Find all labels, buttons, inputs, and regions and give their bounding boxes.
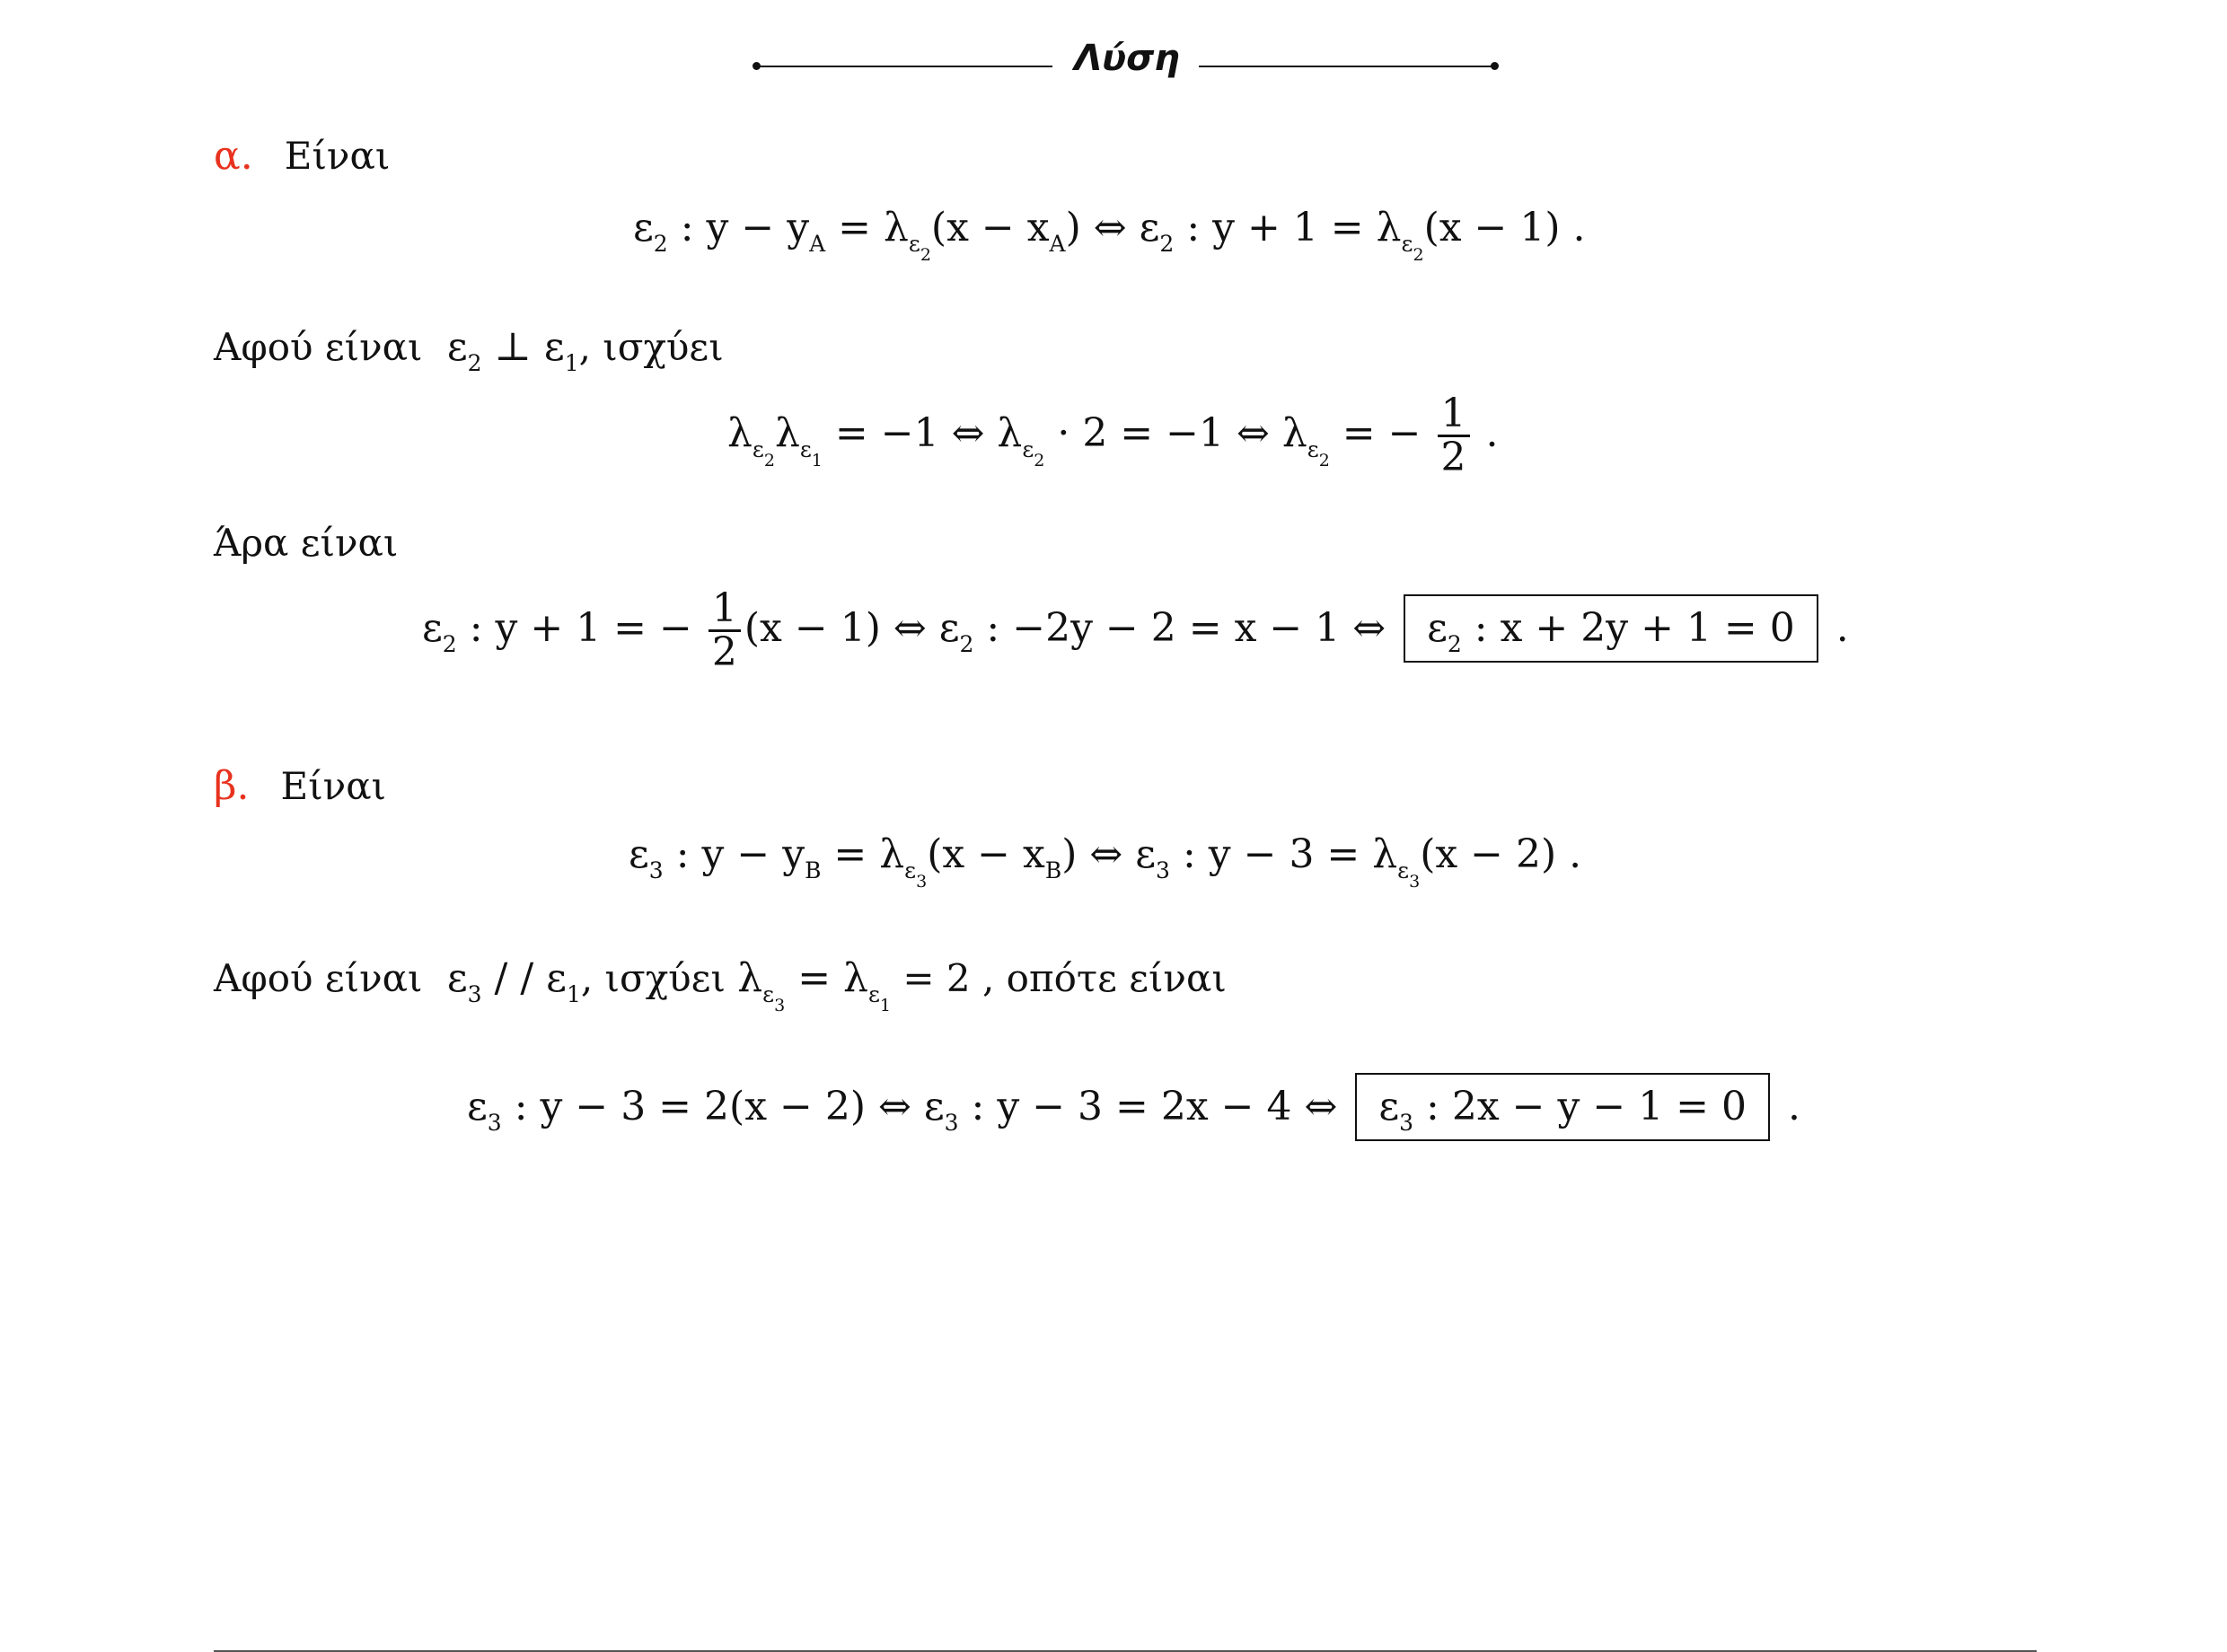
equation-a1: $\varepsilon_2$ : $y - y_A = \lambda_{\varepsilon_2}(x - x_A)$ ⇔ $\varepsilon_2$ : $y + 1 = \lambda_{\varepsilon_2}(x - 1)$ .: [633, 205, 1586, 265]
part-b-label: β.: [214, 763, 250, 809]
part-b-heading: [214, 763, 386, 809]
equation-a3: $\varepsilon_2$ : y + 1 = − $\frac{1}{2}$ (x − 1) ⇔ $\varepsilon_2$ : −2y − 2 = x − 1 ⇔ $\varepsilon_2$ : x + 2y + 1 = 0 .: [422, 585, 1849, 676]
result-box-a: $\varepsilon_2$ : x + 2y + 1 = 0: [1404, 594, 1818, 663]
part-a-intro: Είναι: [284, 134, 391, 178]
perp-expression: $\varepsilon_2$ ⊥ $\varepsilon_1$: [434, 324, 579, 376]
part-b-intro: Είναι: [280, 764, 387, 808]
page-title: Λύση: [1074, 38, 1180, 79]
fraction-one-half: $\frac{1}{2}$: [1438, 393, 1470, 479]
part-a-perp-text: Αφού είναι: [214, 325, 423, 369]
parallel-expression: $\varepsilon_3$ / / $\varepsilon_1$: [434, 955, 581, 1007]
equation-a2: $\lambda_{\varepsilon_2}\lambda_{\varepsilon_1} = -1$ ⇔ $\lambda_{\varepsilon_2} \cdot 2 = -1$ ⇔ $\lambda_{\varepsilon_2}$ = − $\frac{1}{2}$ .: [727, 391, 1499, 481]
equation-b1: $\varepsilon_3$ : $y - y_B = \lambda_{\varepsilon_3}(x - x_B)$ ⇔ $\varepsilon_3$ : $y - 3 = \lambda_{\varepsilon_3}(x - 2)$ .: [629, 831, 1582, 892]
part-a-heading: [214, 133, 390, 179]
part-a-perp-tail: , ισχύει: [578, 325, 724, 369]
part-b-parallel-mid: , ισχύει: [580, 956, 726, 1000]
header-left-rule: [756, 66, 1052, 67]
part-a-perp-line: [214, 324, 724, 376]
part-b-parallel-tail: = 2 , οπότε είναι: [902, 956, 1227, 1000]
header-right-dot: [1491, 62, 1499, 70]
slope-equality: $\lambda_{\varepsilon_3} = \lambda_{\varepsilon_1}$: [737, 955, 891, 1015]
header-right-rule: [1199, 66, 1495, 67]
fraction-one-half: $\frac{1}{2}$: [709, 588, 741, 673]
part-b-parallel-line: [214, 955, 1227, 1015]
result-box-b: $\varepsilon_3$ : 2x − y − 1 = 0: [1355, 1073, 1770, 1141]
equation-b2: $\varepsilon_3$ : y − 3 = 2(x − 2) ⇔ $\varepsilon_3$ : y − 3 = 2x − 4 ⇔ $\varepsilon_3$ : 2x − y − 1 = 0 .: [467, 1073, 1800, 1141]
part-a-ara-text: Άρα είναι: [214, 521, 399, 565]
part-b-parallel-text: Αφού είναι: [214, 956, 423, 1000]
part-a-label: α.: [214, 133, 253, 179]
